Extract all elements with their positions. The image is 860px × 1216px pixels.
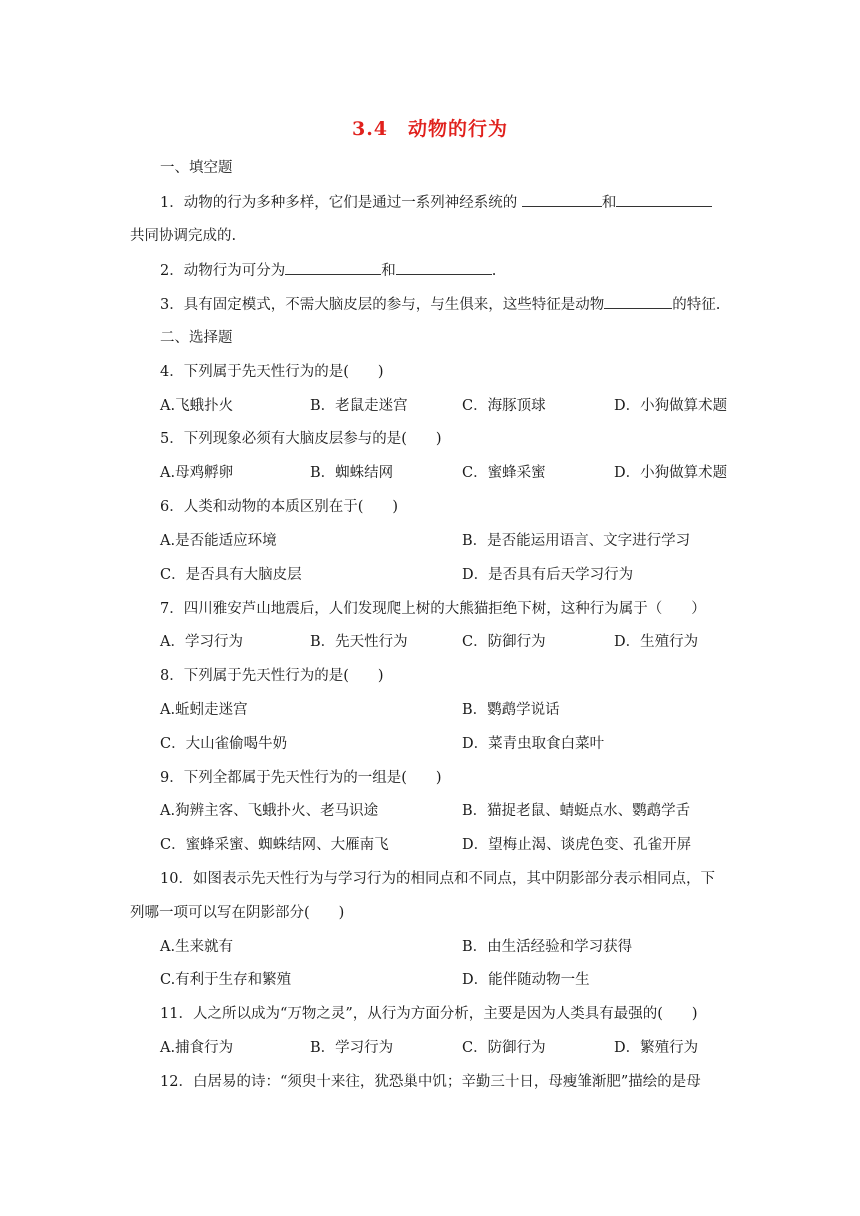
option-b[interactable]: B．猫捉老鼠、蜻蜓点水、鹦鹉学舌 [462,803,691,819]
option-b[interactable]: B．老鼠走迷宫 [310,398,408,414]
option-b[interactable]: B．学习行为 [310,1040,394,1056]
option-d[interactable]: D．菜青虫取食白菜叶 [462,736,605,752]
option-b[interactable]: B．是否能运用语言、文字进行学习 [462,533,691,549]
option-b[interactable]: B．先天性行为 [310,634,408,650]
option-a[interactable]: A.捕食行为 [160,1040,234,1056]
answer-blank[interactable] [616,192,712,207]
question-1 [160,192,760,213]
option-d[interactable]: D．是否具有后天学习行为 [462,567,634,583]
option-b[interactable]: B．蜘蛛结网 [310,465,394,481]
question-8-stem: 8．下列属于先天性行为的是( ) [160,668,384,684]
option-c[interactable]: C．蜜蜂采蜜、蜘蛛结网、大雁南飞 [160,837,389,853]
question-5-stem: 5．下列现象必须有大脑皮层参与的是( ) [160,431,442,447]
option-d[interactable]: D．生殖行为 [614,634,699,650]
option-c[interactable]: C．防御行为 [462,634,546,650]
question-11-stem: 11．人之所以成为“万物之灵”，从行为方面分析，主要是因为人类具有最强的( ) [160,1006,698,1022]
option-a[interactable]: A．学习行为 [160,634,243,650]
question-3-end: 的特征. [672,297,721,313]
answer-blank[interactable] [522,192,602,207]
option-a[interactable]: A.狗辨主客、飞蛾扑火、老马识途 [160,803,379,819]
option-a[interactable]: A.蚯蚓走迷宫 [160,702,248,718]
option-d[interactable]: D．小狗做算术题 [614,465,728,481]
option-c[interactable]: C．是否具有大脑皮层 [160,567,302,583]
question-2-end: . [491,263,497,279]
question-2-text: 2．动物行为可分为 [160,263,286,279]
option-c[interactable]: C．防御行为 [462,1040,546,1056]
answer-blank[interactable] [396,260,492,275]
option-b[interactable]: B．鹦鹉学说话 [462,702,560,718]
option-d[interactable]: D．繁殖行为 [614,1040,699,1056]
question-4-stem: 4．下列属于先天性行为的是( ) [160,364,384,380]
option-a[interactable]: A.是否能适应环境 [160,533,277,549]
option-c[interactable]: C.有利于生存和繁殖 [160,972,292,988]
question-1-continuation: 共同协调完成的. [130,228,237,244]
question-2-mid: 和 [381,263,396,279]
question-10-stem-continuation: 列哪一项可以写在阴影部分( ) [130,905,345,921]
option-a[interactable]: A.母鸡孵卵 [160,465,234,481]
question-1-text: 1．动物的行为多种多样，它们是通过一系列神经系统的 [160,195,522,211]
option-b[interactable]: B．由生活经验和学习获得 [462,939,633,955]
question-2 [160,260,760,281]
answer-blank[interactable] [604,294,672,309]
option-d[interactable]: D．能伴随动物一生 [462,972,590,988]
option-c[interactable]: C．海豚顶球 [462,398,546,414]
option-a[interactable]: A.生来就有 [160,939,234,955]
option-a[interactable]: A.飞蛾扑火 [160,398,234,414]
option-d[interactable]: D．望梅止渴、谈虎色变、孔雀开屏 [462,837,692,853]
question-1-mid: 和 [601,195,617,211]
question-3-text: 3．具有固定模式，不需大脑皮层的参与，与生俱来，这些特征是动物 [160,297,605,313]
question-12-stem: 12．白居易的诗：“须臾十来往，犹恐巢中饥；辛勤三十日，母瘦雏渐肥”描绘的是母 [160,1074,701,1090]
section-heading-fill: 一、填空题 [160,160,233,176]
option-d[interactable]: D．小狗做算术题 [614,398,728,414]
question-6-stem: 6．人类和动物的本质区别在于( ) [160,499,399,515]
question-10-stem: 10．如图表示先天性行为与学习行为的相同点和不同点，其中阴影部分表示相同点，下 [160,871,715,887]
answer-blank[interactable] [285,260,381,275]
question-7-stem: 7．四川雅安芦山地震后，人们发现爬上树的大熊猫拒绝下树，这种行为属于（ ） [160,601,706,617]
question-3 [160,294,760,315]
question-9-stem: 9．下列全都属于先天性行为的一组是( ) [160,770,442,786]
section-heading-choice: 二、选择题 [160,330,233,346]
option-c[interactable]: C．大山雀偷喝牛奶 [160,736,288,752]
page-title: 3.4 动物的行为 [351,118,509,140]
option-c[interactable]: C．蜜蜂采蜜 [462,465,546,481]
